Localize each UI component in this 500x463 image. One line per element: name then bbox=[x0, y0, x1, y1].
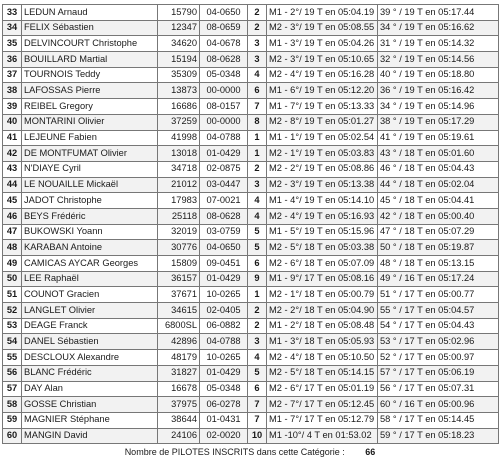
team-code: 04-0788 bbox=[200, 334, 248, 350]
pilot-name: LEE Raphaël bbox=[22, 271, 158, 287]
row-rank: 51 bbox=[3, 287, 22, 303]
category-position: 3 bbox=[248, 36, 267, 52]
license-number: 42896 bbox=[158, 334, 200, 350]
footer-label: Nombre de PILOTES INSCRITS dans cette Catégorie : bbox=[124, 447, 345, 457]
overall-result: 31 ° / 19 T en 05:14.32 bbox=[378, 36, 499, 52]
table-row bbox=[3, 20, 499, 36]
license-number: 48179 bbox=[158, 350, 200, 366]
row-rank: 33 bbox=[3, 5, 22, 21]
team-code: 01-0429 bbox=[200, 146, 248, 162]
category-position: 3 bbox=[248, 334, 267, 350]
pilot-name: BOUILLARD Martial bbox=[22, 52, 158, 68]
category-position: 5 bbox=[248, 224, 267, 240]
pilot-name: DEAGE Franck bbox=[22, 318, 158, 334]
team-code: 00-0000 bbox=[200, 83, 248, 99]
license-number: 17983 bbox=[158, 193, 200, 209]
table-row bbox=[3, 52, 499, 68]
overall-result: 44 ° / 18 T en 05:02.04 bbox=[378, 177, 499, 193]
pilot-name: BUKOWSKI Yoann bbox=[22, 224, 158, 240]
table-row bbox=[3, 208, 499, 224]
row-rank: 46 bbox=[3, 208, 22, 224]
row-rank: 35 bbox=[3, 36, 22, 52]
table-row bbox=[3, 365, 499, 381]
pilot-name: BLANC Frédéric bbox=[22, 365, 158, 381]
license-number: 15809 bbox=[158, 256, 200, 272]
row-rank: 41 bbox=[3, 130, 22, 146]
table-row bbox=[3, 318, 499, 334]
overall-result: 34 ° / 19 T en 05:14.96 bbox=[378, 99, 499, 115]
category-position: 8 bbox=[248, 114, 267, 130]
table-row bbox=[3, 397, 499, 413]
category-result: M1 - 7°/ 19 T en 05:13.33 bbox=[267, 99, 378, 115]
row-rank: 59 bbox=[3, 412, 22, 428]
category-position: 7 bbox=[248, 99, 267, 115]
row-rank: 56 bbox=[3, 365, 22, 381]
pilot-name: MAGNIER Stéphane bbox=[22, 412, 158, 428]
license-number: 12347 bbox=[158, 20, 200, 36]
category-position: 3 bbox=[248, 177, 267, 193]
overall-result: 49 ° / 16 T en 05:17.24 bbox=[378, 271, 499, 287]
category-result: M1 - 3°/ 19 T en 05:04.26 bbox=[267, 36, 378, 52]
pilot-name: KARABAN Antoine bbox=[22, 240, 158, 256]
overall-result: 59 ° / 17 T en 05:18.23 bbox=[378, 428, 499, 444]
license-number: 37671 bbox=[158, 287, 200, 303]
row-rank: 60 bbox=[3, 428, 22, 444]
category-position: 2 bbox=[248, 20, 267, 36]
table-row bbox=[3, 287, 499, 303]
table-row bbox=[3, 240, 499, 256]
category-result: M1 - 5°/ 19 T en 05:15.96 bbox=[267, 224, 378, 240]
pilot-name: LE NOUAILLE Mickaël bbox=[22, 177, 158, 193]
team-code: 08-0659 bbox=[200, 20, 248, 36]
category-position: 2 bbox=[248, 161, 267, 177]
category-position: 1 bbox=[248, 146, 267, 162]
row-rank: 48 bbox=[3, 240, 22, 256]
table-row bbox=[3, 114, 499, 130]
license-number: 36157 bbox=[158, 271, 200, 287]
category-result: M2 - 4°/ 19 T en 05:16.93 bbox=[267, 208, 378, 224]
license-number: 15194 bbox=[158, 52, 200, 68]
team-code: 06-0882 bbox=[200, 318, 248, 334]
pilot-name: DAY Alan bbox=[22, 381, 158, 397]
category-position: 9 bbox=[248, 271, 267, 287]
row-rank: 40 bbox=[3, 114, 22, 130]
overall-result: 60 ° / 16 T en 05:00.96 bbox=[378, 397, 499, 413]
row-rank: 47 bbox=[3, 224, 22, 240]
row-rank: 44 bbox=[3, 177, 22, 193]
row-rank: 58 bbox=[3, 397, 22, 413]
team-code: 08-0157 bbox=[200, 99, 248, 115]
category-result: M2 - 3°/ 19 T en 05:10.65 bbox=[267, 52, 378, 68]
category-result: M1 - 3°/ 18 T en 05:05.93 bbox=[267, 334, 378, 350]
pilot-name: N'DIAYE Cyril bbox=[22, 161, 158, 177]
license-number: 31827 bbox=[158, 365, 200, 381]
row-rank: 42 bbox=[3, 146, 22, 162]
table-row bbox=[3, 303, 499, 319]
pilot-name: TOURNOIS Teddy bbox=[22, 67, 158, 83]
table-row bbox=[3, 428, 499, 444]
category-result: M2 - 6°/ 18 T en 05:07.09 bbox=[267, 256, 378, 272]
pilot-name: BEYS Frédéric bbox=[22, 208, 158, 224]
team-code: 01-0429 bbox=[200, 365, 248, 381]
team-code: 08-0628 bbox=[200, 208, 248, 224]
license-number: 34615 bbox=[158, 303, 200, 319]
team-code: 09-0451 bbox=[200, 256, 248, 272]
team-code: 01-0429 bbox=[200, 271, 248, 287]
category-position: 1 bbox=[248, 130, 267, 146]
pilot-name: FELIX Sébastien bbox=[22, 20, 158, 36]
overall-result: 41 ° / 19 T en 05:19.61 bbox=[378, 130, 499, 146]
team-code: 05-0348 bbox=[200, 67, 248, 83]
row-rank: 38 bbox=[3, 83, 22, 99]
table-row bbox=[3, 67, 499, 83]
pilot-name: LAFOSSAS Pierre bbox=[22, 83, 158, 99]
license-number: 32019 bbox=[158, 224, 200, 240]
category-result: M2 - 4°/ 19 T en 05:16.28 bbox=[267, 67, 378, 83]
license-number: 37259 bbox=[158, 114, 200, 130]
row-rank: 54 bbox=[3, 334, 22, 350]
category-position: 2 bbox=[248, 318, 267, 334]
row-rank: 50 bbox=[3, 271, 22, 287]
team-code: 01-0431 bbox=[200, 412, 248, 428]
row-rank: 45 bbox=[3, 193, 22, 209]
overall-result: 51 ° / 17 T en 05:00.77 bbox=[378, 287, 499, 303]
team-code: 05-0348 bbox=[200, 381, 248, 397]
overall-result: 48 ° / 18 T en 05:13.15 bbox=[378, 256, 499, 272]
table-row bbox=[3, 412, 499, 428]
overall-result: 34 ° / 19 T en 05:16.62 bbox=[378, 20, 499, 36]
license-number: 16686 bbox=[158, 99, 200, 115]
team-code: 02-0405 bbox=[200, 303, 248, 319]
table-row bbox=[3, 161, 499, 177]
pilot-name: MANGIN David bbox=[22, 428, 158, 444]
pilot-name: LANGLET Olivier bbox=[22, 303, 158, 319]
row-rank: 37 bbox=[3, 67, 22, 83]
team-code: 00-0000 bbox=[200, 114, 248, 130]
pilot-name: DE MONTFUMAT Olivier bbox=[22, 146, 158, 162]
team-code: 07-0021 bbox=[200, 193, 248, 209]
pilot-name: LEJEUNE Fabien bbox=[22, 130, 158, 146]
table-row bbox=[3, 130, 499, 146]
overall-result: 58 ° / 17 T en 05:14.45 bbox=[378, 412, 499, 428]
row-rank: 43 bbox=[3, 161, 22, 177]
team-code: 03-0759 bbox=[200, 224, 248, 240]
license-number: 13018 bbox=[158, 146, 200, 162]
license-number: 13873 bbox=[158, 83, 200, 99]
category-position: 2 bbox=[248, 303, 267, 319]
category-position: 7 bbox=[248, 397, 267, 413]
pilot-name: MONTARINI Olivier bbox=[22, 114, 158, 130]
overall-result: 38 ° / 19 T en 05:17.29 bbox=[378, 114, 499, 130]
overall-result: 42 ° / 18 T en 05:00.40 bbox=[378, 208, 499, 224]
row-rank: 55 bbox=[3, 350, 22, 366]
overall-result: 39 ° / 19 T en 05:17.44 bbox=[378, 5, 499, 21]
overall-result: 55 ° / 17 T en 05:04.57 bbox=[378, 303, 499, 319]
pilot-name: REIBEL Gregory bbox=[22, 99, 158, 115]
row-rank: 53 bbox=[3, 318, 22, 334]
table-row bbox=[3, 224, 499, 240]
category-position: 6 bbox=[248, 381, 267, 397]
overall-result: 56 ° / 17 T en 05:07.31 bbox=[378, 381, 499, 397]
footer bbox=[0, 447, 500, 457]
category-result: M2 - 1°/ 19 T en 05:03.83 bbox=[267, 146, 378, 162]
category-result: M1 - 6°/ 19 T en 05:12.20 bbox=[267, 83, 378, 99]
overall-result: 43 ° / 18 T en 05:01.60 bbox=[378, 146, 499, 162]
category-result: M1 - 1°/ 19 T en 05:02.54 bbox=[267, 130, 378, 146]
category-position: 6 bbox=[248, 256, 267, 272]
category-position: 4 bbox=[248, 67, 267, 83]
category-position: 7 bbox=[248, 412, 267, 428]
row-rank: 52 bbox=[3, 303, 22, 319]
row-rank: 34 bbox=[3, 20, 22, 36]
overall-result: 46 ° / 18 T en 05:04.43 bbox=[378, 161, 499, 177]
license-number: 30776 bbox=[158, 240, 200, 256]
pilot-name: COUNOT Gracien bbox=[22, 287, 158, 303]
team-code: 04-0650 bbox=[200, 240, 248, 256]
pilot-name: DESCLOUX Alexandre bbox=[22, 350, 158, 366]
row-rank: 49 bbox=[3, 256, 22, 272]
overall-result: 57 ° / 17 T en 05:06.19 bbox=[378, 365, 499, 381]
pilot-name: CAMICAS AYCAR Georges bbox=[22, 256, 158, 272]
team-code: 04-0650 bbox=[200, 5, 248, 21]
row-rank: 57 bbox=[3, 381, 22, 397]
team-code: 02-0875 bbox=[200, 161, 248, 177]
license-number: 35309 bbox=[158, 67, 200, 83]
pilot-name: DANEL Sébastien bbox=[22, 334, 158, 350]
registered-count: 66 bbox=[365, 447, 376, 457]
overall-result: 50 ° / 18 T en 05:19.87 bbox=[378, 240, 499, 256]
overall-result: 36 ° / 19 T en 05:16.42 bbox=[378, 83, 499, 99]
table-row bbox=[3, 5, 499, 21]
table-row bbox=[3, 271, 499, 287]
overall-result: 52 ° / 17 T en 05:00.97 bbox=[378, 350, 499, 366]
team-code: 06-0278 bbox=[200, 397, 248, 413]
category-result: M1 -10°/ 4 T en 01:53.02 bbox=[267, 428, 378, 444]
table-row bbox=[3, 334, 499, 350]
table-row bbox=[3, 36, 499, 52]
results-table bbox=[2, 4, 499, 444]
license-number: 34620 bbox=[158, 36, 200, 52]
overall-result: 53 ° / 17 T en 05:02.96 bbox=[378, 334, 499, 350]
overall-result: 32 ° / 19 T en 05:14.56 bbox=[378, 52, 499, 68]
category-result: M1 - 4°/ 19 T en 05:14.10 bbox=[267, 193, 378, 209]
table-row bbox=[3, 83, 499, 99]
license-number: 34718 bbox=[158, 161, 200, 177]
overall-result: 45 ° / 18 T en 05:04.41 bbox=[378, 193, 499, 209]
category-result: M2 - 8°/ 19 T en 05:01.27 bbox=[267, 114, 378, 130]
category-result: M2 - 2°/ 18 T en 05:04.90 bbox=[267, 303, 378, 319]
category-result: M1 - 9°/ 17 T en 05:08.16 bbox=[267, 271, 378, 287]
team-code: 10-0265 bbox=[200, 350, 248, 366]
category-result: M2 - 5°/ 18 T en 05:14.15 bbox=[267, 365, 378, 381]
license-number: 6800SL bbox=[158, 318, 200, 334]
category-position: 2 bbox=[248, 5, 267, 21]
row-rank: 36 bbox=[3, 52, 22, 68]
category-result: M1 - 2°/ 19 T en 05:04.19 bbox=[267, 5, 378, 21]
row-rank: 39 bbox=[3, 99, 22, 115]
table-row bbox=[3, 193, 499, 209]
category-position: 6 bbox=[248, 83, 267, 99]
category-position: 3 bbox=[248, 52, 267, 68]
license-number: 24106 bbox=[158, 428, 200, 444]
category-result: M2 - 4°/ 18 T en 05:10.50 bbox=[267, 350, 378, 366]
category-result: M2 - 7°/ 17 T en 05:12.45 bbox=[267, 397, 378, 413]
team-code: 10-0265 bbox=[200, 287, 248, 303]
category-result: M2 - 5°/ 18 T en 05:03.38 bbox=[267, 240, 378, 256]
pilot-name: DELVINCOURT Christophe bbox=[22, 36, 158, 52]
table-row bbox=[3, 177, 499, 193]
table-row bbox=[3, 350, 499, 366]
pilot-name: JADOT Christophe bbox=[22, 193, 158, 209]
table-row bbox=[3, 146, 499, 162]
category-result: M2 - 3°/ 19 T en 05:13.38 bbox=[267, 177, 378, 193]
category-position: 4 bbox=[248, 193, 267, 209]
category-result: M2 - 2°/ 19 T en 05:08.86 bbox=[267, 161, 378, 177]
license-number: 16678 bbox=[158, 381, 200, 397]
table-row bbox=[3, 256, 499, 272]
category-result: M2 - 6°/ 17 T en 05:01.19 bbox=[267, 381, 378, 397]
license-number: 38644 bbox=[158, 412, 200, 428]
license-number: 37975 bbox=[158, 397, 200, 413]
team-code: 02-0020 bbox=[200, 428, 248, 444]
team-code: 04-0678 bbox=[200, 36, 248, 52]
category-position: 4 bbox=[248, 208, 267, 224]
category-position: 5 bbox=[248, 365, 267, 381]
team-code: 03-0447 bbox=[200, 177, 248, 193]
overall-result: 40 ° / 19 T en 05:18.80 bbox=[378, 67, 499, 83]
category-position: 4 bbox=[248, 350, 267, 366]
table-row bbox=[3, 99, 499, 115]
license-number: 41998 bbox=[158, 130, 200, 146]
results-rows bbox=[3, 5, 499, 444]
category-position: 5 bbox=[248, 240, 267, 256]
category-result: M2 - 1°/ 18 T en 05:00.79 bbox=[267, 287, 378, 303]
category-position: 1 bbox=[248, 287, 267, 303]
team-code: 08-0628 bbox=[200, 52, 248, 68]
pilot-name: GOSSE Christian bbox=[22, 397, 158, 413]
team-code: 04-0788 bbox=[200, 130, 248, 146]
category-result: M1 - 7°/ 17 T en 05:12.79 bbox=[267, 412, 378, 428]
overall-result: 54 ° / 17 T en 05:04.43 bbox=[378, 318, 499, 334]
pilot-name: LEDUN Arnaud bbox=[22, 5, 158, 21]
category-result: M2 - 3°/ 19 T en 05:08.55 bbox=[267, 20, 378, 36]
license-number: 15790 bbox=[158, 5, 200, 21]
license-number: 21012 bbox=[158, 177, 200, 193]
category-position: 10 bbox=[248, 428, 267, 444]
license-number: 25118 bbox=[158, 208, 200, 224]
overall-result: 47 ° / 18 T en 05:07.29 bbox=[378, 224, 499, 240]
table-row bbox=[3, 381, 499, 397]
category-result: M1 - 2°/ 18 T en 05:08.48 bbox=[267, 318, 378, 334]
